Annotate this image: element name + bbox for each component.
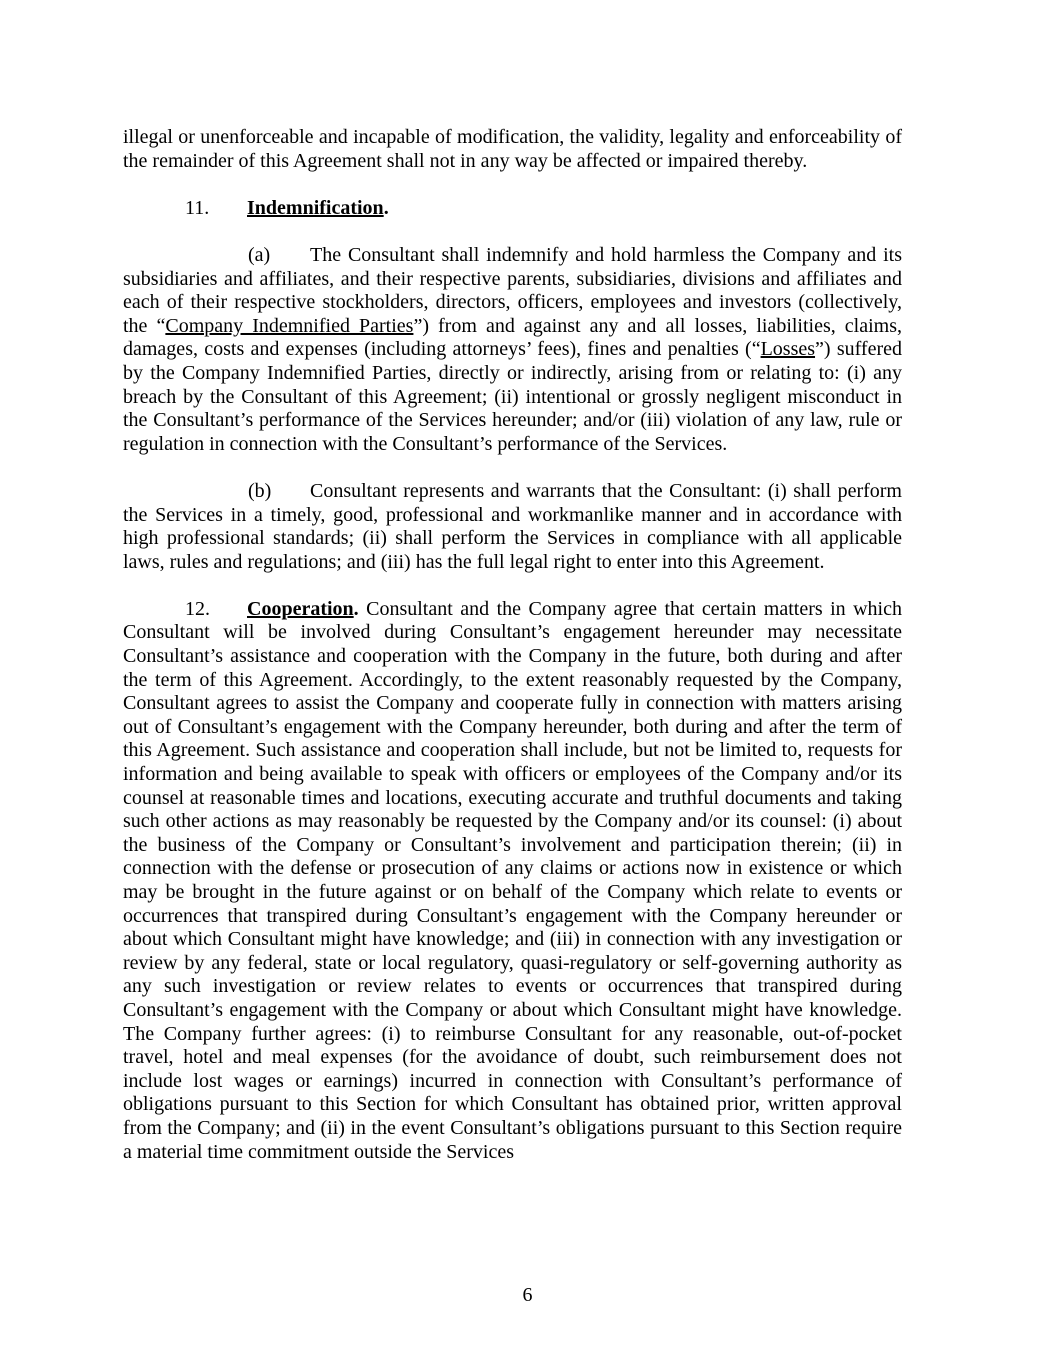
text-run: 11. <box>185 196 210 219</box>
document-body <box>123 126 902 1164</box>
page-number: 6 <box>522 1284 533 1306</box>
paragraph-section-11-heading <box>123 197 902 221</box>
text-run: (b) <box>248 479 272 502</box>
text-run: The Consultant shall indemnify and hold harmless the Company and its subsidiaries and affiliates, and their respective parents, subsidiaries, divisions and affiliates and each of their respective stockholders, directors, officers, employees and investors (collectively, the “ <box>123 243 902 337</box>
text-run: Consultant represents and warrants that the Consultant: (i) shall perform the Services in a timely, good, professional and workmanlike manner and in accordance with high professional standards; (ii) shall perform the Services in compliance with all applicable laws, rules and regulations; and (iii) has the full legal right to enter into this Agreement. <box>123 479 902 573</box>
text-run: illegal or unenforceable and incapable of modification, the validity, legality and enforceability of the remainder of this Agreement shall not in any way be affected or impaired thereby. <box>123 126 902 172</box>
text-run: ”) suffered by the Company Indemnified Parties, directly or indirectly, arising from or relating to: (i) any breach by the Consultant of this Agreement; (ii) intentional or grossly negligent misconduct in the Consultant’s performance of the Services hereunder; and/or (iii) violation of any law, rule or regulation in connection with the Consultant’s performance of the Services. <box>123 338 902 455</box>
text-run: ”) from and against any and all losses, liabilities, claims, damages, costs and expenses (including attorneys’ fees), fines and penalties (“ <box>123 314 903 361</box>
paragraph-section-11-a <box>123 244 902 456</box>
emphasized-text-run: . <box>383 196 389 219</box>
paragraph-section-12 <box>123 598 902 1164</box>
emphasized-text-run: Indemnification <box>247 196 384 219</box>
paragraph-section-11-b <box>123 480 902 574</box>
emphasized-text-run: Losses <box>760 338 816 361</box>
text-run: Consultant and the Company agree that certain matters in which Consultant will be involved during Consultant’s engagement hereunder may necessitate Consultant’s assistance and cooperation with the Company in the future, both during and after the term of this Agreement. Accordingly, to the extent reasonably requested by the Company, Consultant agrees to assist the Company and cooperate fully in connection with matters arising out of Consultant’s engagement with the Company hereunder, both during and after the term of this Agreement. Such assistance and cooperation shall include, but not be limited to, requests for information and being available to speak with officers or employees of the Company and/or its counsel at reasonable times and locations, executing accurate and truthful documents and taking such other actions as may reasonably be requested by the Company and/or its counsel: (i) about the business of the Company or Consultant’s involvement and participation therein; (ii) in connection with the defense or prosecution of any claims or actions now in existence or which may be brought in the future against or on behalf of the Company which relate to events or occurrences that transpired during Consultant’s engagement with the Company hereunder or about which Consultant might have knowledge; and (iii) in connection with any investigation or review by any federal, state or local regulatory, quasi-regulatory or self-governing authority as any such investigation or review relates to events or occurrences that transpired during Consultant’s engagement with the Company or about which Consultant might have knowledge. The Company further agrees: (i) to reimburse Consultant for any reasonable, out-of-pocket travel, hotel and meal expenses (for the avoidance of doubt, such reimbursement does not include lost wages or earnings) incurred in connection with Consultant’s performance of obligations pursuant to this Section for which Consultant has obtained prior, written approval from the Company; and (ii) in the event Consultant’s obligations pursuant to this Section require a material time commitment outside the Services <box>123 597 902 1163</box>
emphasized-text-run: Cooperation <box>247 597 354 620</box>
text-run: 12. <box>185 597 210 620</box>
emphasized-text-run: Company Indemnified Parties <box>165 314 414 337</box>
text-run: (a) <box>248 243 271 266</box>
emphasized-text-run: . <box>353 597 359 620</box>
paragraph-severability-continuation <box>123 126 902 173</box>
